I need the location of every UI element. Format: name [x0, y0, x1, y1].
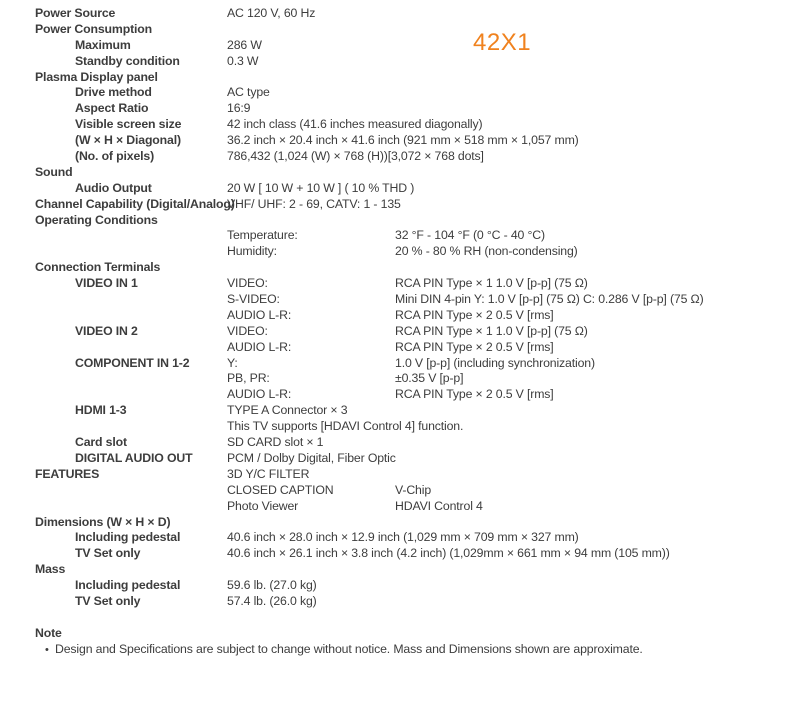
row-value	[227, 562, 395, 578]
row-label	[0, 244, 227, 260]
row-subvalue: 32 °F - 104 °F (0 °C - 40 °C)	[395, 228, 545, 243]
row-subvalue: V-Chip	[395, 482, 432, 497]
row-subvalue: ±0.35 V [p-p]	[395, 371, 464, 386]
spec-row	[0, 149, 799, 165]
spec-row	[0, 6, 799, 22]
row-value: 42 inch class (41.6 inches measured diagonally)	[227, 117, 483, 132]
spec-row	[0, 371, 799, 387]
row-label: COMPONENT IN 1-2	[75, 355, 190, 370]
row-label: Audio Output	[75, 180, 152, 195]
note-section	[0, 626, 799, 658]
spec-row	[0, 515, 799, 531]
row-value: Temperature:	[227, 228, 298, 243]
spec-row	[0, 546, 799, 562]
row-label: Operating Conditions	[35, 212, 158, 227]
row-label: VIDEO IN 2	[75, 323, 138, 338]
row-subvalue: RCA PIN Type × 2 0.5 V [rms]	[395, 307, 554, 322]
row-value: 3D Y/C FILTER	[227, 466, 310, 481]
spec-row	[0, 324, 799, 340]
bullet-icon: •	[45, 643, 49, 656]
spec-row	[0, 38, 799, 54]
spec-row	[0, 213, 799, 229]
row-value: Y:	[227, 355, 238, 370]
row-subvalue	[395, 38, 799, 54]
row-label: Channel Capability (Digital/Analog)	[35, 196, 235, 211]
row-subvalue	[395, 6, 799, 22]
row-label	[0, 499, 227, 515]
spec-row	[0, 133, 799, 149]
row-label	[0, 308, 227, 324]
row-value: S-VIDEO:	[227, 292, 280, 307]
row-subvalue	[395, 101, 799, 117]
model-badge: 42X1	[473, 29, 532, 56]
row-value: PCM / Dolby Digital, Fiber Optic	[227, 450, 396, 465]
spec-row	[0, 165, 799, 181]
row-value: AUDIO L-R:	[227, 307, 292, 322]
spec-row	[0, 499, 799, 515]
row-value: AC type	[227, 85, 270, 100]
row-value: 40.6 inch × 28.0 inch × 12.9 inch (1,029 mm × 709 mm × 327 mm)	[227, 530, 579, 545]
row-subvalue	[395, 435, 799, 451]
row-value: TYPE A Connector × 3	[227, 403, 348, 418]
row-value	[227, 213, 395, 229]
spec-row	[0, 260, 799, 276]
row-value: AUDIO L-R:	[227, 339, 292, 354]
spec-row	[0, 435, 799, 451]
row-label: FEATURES	[35, 466, 100, 481]
spec-row	[0, 308, 799, 324]
row-value	[227, 515, 395, 531]
row-subvalue	[395, 213, 799, 229]
row-subvalue	[395, 85, 799, 101]
spec-row	[0, 101, 799, 117]
note-bullet-line	[35, 642, 799, 658]
row-label: TV Set only	[75, 593, 141, 608]
row-subvalue: HDAVI Control 4	[395, 498, 483, 513]
spec-row	[0, 578, 799, 594]
row-value: 286 W	[227, 37, 262, 52]
row-label: TV Set only	[75, 546, 141, 561]
row-value: VIDEO:	[227, 323, 268, 338]
row-label: (No. of pixels)	[75, 149, 155, 164]
row-subvalue	[395, 149, 799, 165]
row-subvalue: 1.0 V [p-p] (including synchronization)	[395, 355, 595, 370]
row-subvalue	[395, 70, 799, 86]
row-label: Power Source	[35, 6, 116, 20]
spec-row	[0, 22, 799, 38]
row-subvalue	[395, 165, 799, 181]
spec-row	[0, 244, 799, 260]
row-label	[0, 419, 227, 435]
row-value: 20 W [ 10 W + 10 W ] ( 10 % THD )	[227, 180, 415, 195]
row-value	[227, 165, 395, 181]
row-value: Photo Viewer	[227, 498, 299, 513]
row-label: VIDEO IN 1	[75, 276, 138, 291]
row-label	[0, 292, 227, 308]
spec-row	[0, 70, 799, 86]
row-value: 59.6 lb. (27.0 kg)	[227, 578, 317, 593]
row-label: Mass	[35, 562, 66, 577]
row-label: Including pedestal	[75, 530, 181, 545]
row-subvalue	[395, 467, 799, 483]
row-value: 16:9	[227, 101, 251, 116]
spec-row	[0, 403, 799, 419]
row-subvalue	[395, 530, 799, 546]
row-value: This TV supports [HDAVI Control 4] function.	[227, 419, 464, 434]
row-value: CLOSED CAPTION	[227, 482, 334, 497]
spec-row	[0, 356, 799, 372]
row-subvalue	[395, 419, 799, 435]
row-subvalue	[395, 181, 799, 197]
note-title: Note	[35, 625, 62, 640]
row-value: AC 120 V, 60 Hz	[227, 6, 316, 20]
note-text: Design and Specifications are subject to change without notice. Mass and Dimensions shown are approximate.	[55, 641, 643, 656]
row-value: AUDIO L-R:	[227, 387, 292, 402]
spec-row	[0, 467, 799, 483]
spec-row	[0, 85, 799, 101]
row-label: HDMI 1-3	[75, 403, 127, 418]
row-subvalue	[395, 578, 799, 594]
row-value: 786,432 (1,024 (W) × 768 (H))[3,072 × 768 dots]	[227, 149, 484, 164]
row-subvalue	[395, 451, 799, 467]
spec-row	[0, 483, 799, 499]
row-label	[0, 387, 227, 403]
row-label: Aspect Ratio	[75, 101, 149, 116]
row-value: 40.6 inch × 26.1 inch × 3.8 inch (4.2 inch) (1,029mm × 661 mm × 94 mm (105 mm))	[227, 546, 670, 561]
spec-row	[0, 451, 799, 467]
row-subvalue	[395, 54, 799, 70]
row-subvalue	[395, 562, 799, 578]
row-value: 57.4 lb. (26.0 kg)	[227, 593, 317, 608]
row-value: 0.3 W	[227, 53, 259, 68]
row-label	[0, 483, 227, 499]
row-subvalue	[395, 197, 799, 213]
spec-row	[0, 54, 799, 70]
row-label: Visible screen size	[75, 117, 182, 132]
row-label: DIGITAL AUDIO OUT	[75, 450, 193, 465]
row-value: PB, PR:	[227, 371, 270, 386]
row-subvalue: RCA PIN Type × 1 1.0 V [p-p] (75 Ω)	[395, 276, 588, 291]
row-label	[0, 340, 227, 356]
row-subvalue	[395, 546, 799, 562]
row-label: Including pedestal	[75, 578, 181, 593]
row-subvalue	[395, 22, 799, 38]
spec-row	[0, 276, 799, 292]
spec-row	[0, 530, 799, 546]
spec-row	[0, 387, 799, 403]
row-label: (W × H × Diagonal)	[75, 133, 181, 148]
spec-row	[0, 419, 799, 435]
spec-row	[0, 181, 799, 197]
row-label: Standby condition	[75, 53, 180, 68]
row-value: 36.2 inch × 20.4 inch × 41.6 inch (921 mm × 518 mm × 1,057 mm)	[227, 133, 579, 148]
row-subvalue	[395, 117, 799, 133]
row-label: Card slot	[75, 435, 127, 450]
spec-row	[0, 594, 799, 610]
row-subvalue	[395, 260, 799, 276]
row-label	[0, 228, 227, 244]
row-value: VIDEO:	[227, 276, 268, 291]
row-subvalue: RCA PIN Type × 2 0.5 V [rms]	[395, 339, 554, 354]
row-subvalue	[395, 594, 799, 610]
spec-row	[0, 292, 799, 308]
row-value	[227, 260, 395, 276]
spec-row	[0, 340, 799, 356]
row-value: VHF/ UHF: 2 - 69, CATV: 1 - 135	[227, 196, 401, 211]
row-subvalue: RCA PIN Type × 1 1.0 V [p-p] (75 Ω)	[395, 323, 588, 338]
row-label: Power Consumption	[35, 21, 153, 36]
row-label	[0, 371, 227, 387]
spec-row	[0, 562, 799, 578]
row-subvalue: Mini DIN 4-pin Y: 1.0 V [p-p] (75 Ω) C: 0.286 V [p-p] (75 Ω)	[395, 292, 704, 307]
spec-table	[0, 6, 799, 610]
spec-row	[0, 117, 799, 133]
row-value: SD CARD slot × 1	[227, 435, 324, 450]
row-label: Sound	[35, 164, 73, 179]
row-label: Drive method	[75, 85, 152, 100]
row-label: Dimensions (W × H × D)	[35, 514, 171, 529]
row-subvalue	[395, 403, 799, 419]
row-subvalue	[395, 515, 799, 531]
row-label: Connection Terminals	[35, 260, 161, 275]
row-value: Humidity:	[227, 244, 277, 259]
row-subvalue: 20 % - 80 % RH (non-condensing)	[395, 244, 578, 259]
spec-row	[0, 197, 799, 213]
spec-row	[0, 228, 799, 244]
row-value	[227, 70, 395, 86]
row-label: Plasma Display panel	[35, 69, 158, 84]
row-subvalue	[395, 133, 799, 149]
row-value	[227, 22, 395, 38]
row-label: Maximum	[75, 37, 131, 52]
row-subvalue: RCA PIN Type × 2 0.5 V [rms]	[395, 387, 554, 402]
